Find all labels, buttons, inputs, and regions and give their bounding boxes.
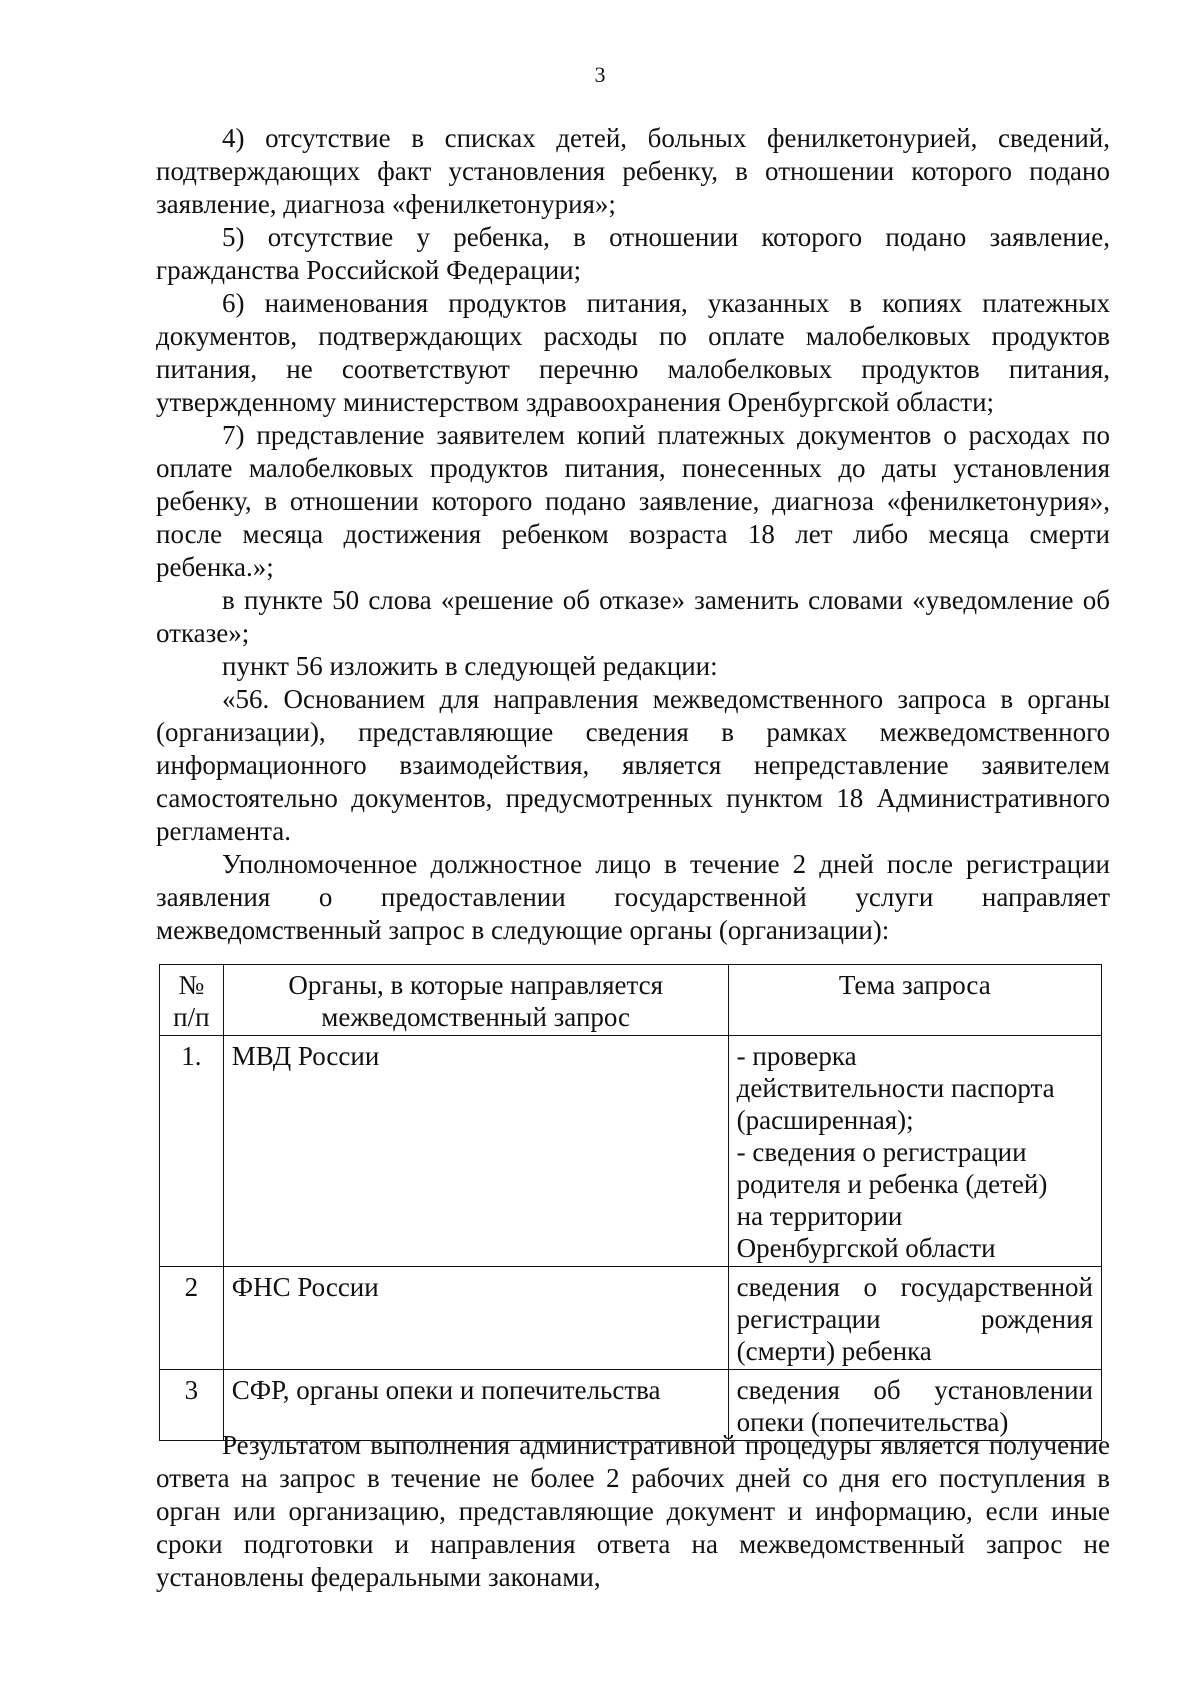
row-organization: МВД России [223, 1036, 728, 1267]
header-request-topic: Тема запроса [728, 965, 1101, 1036]
topic-line: действительности паспорта [736, 1073, 1055, 1103]
row-number: 2 [160, 1267, 224, 1370]
paragraph-item-4: 4) отсутствие в списках детей, больных фенилкетонурией, сведений, подтверждающих факт установления ребенку, в отношении которого подано заявление, диагноза «фенилкетонурия»; [156, 123, 1110, 219]
table-row [160, 1267, 1102, 1370]
paragraph-point-56-intro: пункт 56 изложить в следующей редакции: [222, 651, 718, 681]
page-number: 3 [594, 62, 606, 87]
header-number: № п/п [160, 965, 224, 1036]
paragraph-item-6: 6) наименования продуктов питания, указанных в копиях платежных документов, подтверждающих расходы по оплате малобелковых продуктов питания, не соответствуют перечню малобелковых продуктов питания, утвержденному министерством здравоохранения Оренбургской области; [156, 288, 1110, 417]
paragraph-result: Результатом выполнения административной процедуры является получение ответа на запрос в течение не более 2 рабочих дней со дня его поступления в орган или организацию, представляющие документ и информацию, если иные сроки подготовки и направления ответа на межведомственный запрос не установлены федеральными законами, [156, 1430, 1110, 1592]
paragraph-item-7: 7) представление заявителем копий платежных документов о расходах по оплате малобелковых продуктов питания, понесенных до даты установления ребенку, в отношении которого подано заявление, диагноза «фенилкетонурия», после месяца достижения ребенком возраста 18 лет либо месяца смерти ребенка.»; [156, 420, 1110, 582]
row-topic [728, 1036, 1101, 1267]
table-header-row [160, 965, 1102, 1036]
topic-line: (расширенная); [736, 1105, 914, 1135]
topic-line: - сведения о регистрации [736, 1137, 1027, 1167]
row-topic: сведения об установлении опеки (попечительства) [728, 1370, 1101, 1441]
paragraph-point-50: в пункте 50 слова «решение об отказе» заменить словами «уведомление об отказе»; [156, 585, 1110, 648]
interagency-request-table [159, 964, 1102, 1441]
paragraph-point-56-text: «56. Основанием для направления межведомственного запроса в органы (организации), представляющие сведения в рамках межведомственного информационного взаимодействия, является непредставление заявителем самостоятельно документов, предусмотренных пунктом 18 Административного регламента. [156, 684, 1110, 846]
paragraph-official-request: Уполномоченное должностное лицо в течение 2 дней после регистрации заявления о предоставлении государственной услуги направляет межведомственный запрос в следующие органы (организации): [156, 849, 1110, 945]
row-number: 1. [160, 1036, 224, 1267]
document-body-top [156, 122, 1110, 947]
document-body-bottom [156, 1429, 1110, 1594]
row-number: 3 [160, 1370, 224, 1441]
topic-line: на территории [736, 1201, 903, 1231]
header-organizations: Органы, в которые направляется межведомственный запрос [223, 965, 728, 1036]
row-topic: сведения о государственной регистрации рождения (смерти) ребенка [728, 1267, 1101, 1370]
paragraph-item-5: 5) отсутствие у ребенка, в отношении которого подано заявление, гражданства Российской Федерации; [156, 222, 1110, 285]
table-row [160, 1036, 1102, 1267]
topic-line: родителя и ребенка (детей) [736, 1169, 1048, 1199]
row-organization: СФР, органы опеки и попечительства [223, 1370, 728, 1441]
topic-line: - проверка [736, 1041, 857, 1071]
row-organization: ФНС России [223, 1267, 728, 1370]
topic-line: Оренбургской области [736, 1233, 996, 1263]
